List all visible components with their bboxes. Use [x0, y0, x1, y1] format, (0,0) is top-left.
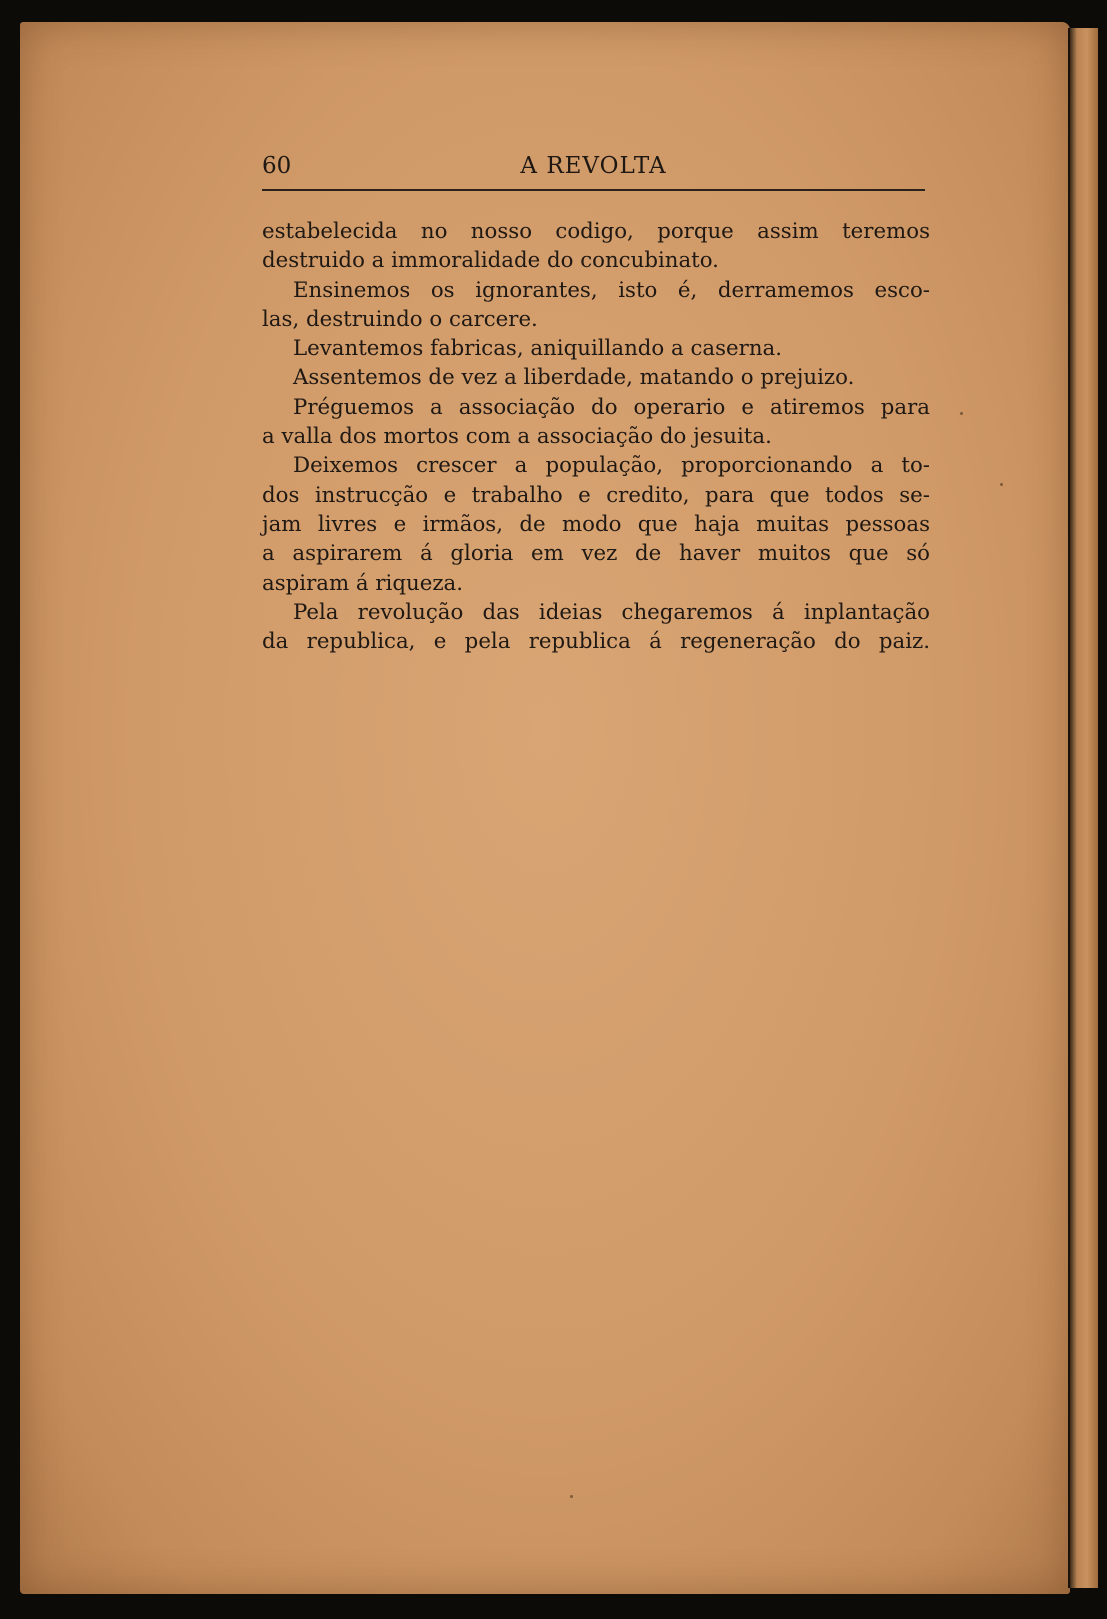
text-line: destruido a immoralidade do concubinato. [262, 248, 719, 274]
text-line: las, destruindo o carcere. [262, 306, 538, 332]
text-line: Ensinemos os ignorantes, isto é, derramemos esco- [293, 277, 930, 303]
text-line: jam livres e irmãos, de modo que haja muitas pessoas [262, 511, 930, 537]
header-rule [262, 189, 925, 191]
body-text [262, 217, 930, 656]
text-line: da republica, e pela republica á regeneração do paiz. [262, 629, 930, 655]
text-line: dos instrucção e trabalho e credito, para que todos se- [262, 482, 930, 508]
paper-speck [570, 1495, 573, 1498]
page-number: 60 [262, 153, 292, 179]
text-line: Deixemos crescer a população, proporcionando a to- [293, 453, 930, 479]
text-line: Assentemos de vez a liberdade, matando o prejuizo. [293, 365, 855, 391]
running-header [262, 153, 925, 187]
text-line: estabelecida no nosso codigo, porque assim teremos [262, 219, 930, 244]
running-title: A REVOLTA [520, 153, 667, 179]
text-line: aspiram á riqueza. [262, 570, 464, 596]
text-line: Pela revolução das ideias chegaremos á inplantação [293, 599, 930, 625]
text-line: a aspirarem á gloria em vez de haver muitos que só [262, 541, 930, 567]
text-line: a valla dos mortos com a associação do jesuita. [262, 424, 772, 450]
paper-speck [960, 412, 963, 415]
page-edge [1068, 28, 1098, 1588]
text-line: Préguemos a associação do operario e atiremos para [293, 394, 930, 420]
text-line: Levantemos fabricas, aniquillando a caserna. [293, 336, 782, 362]
paper-speck [1000, 483, 1003, 486]
